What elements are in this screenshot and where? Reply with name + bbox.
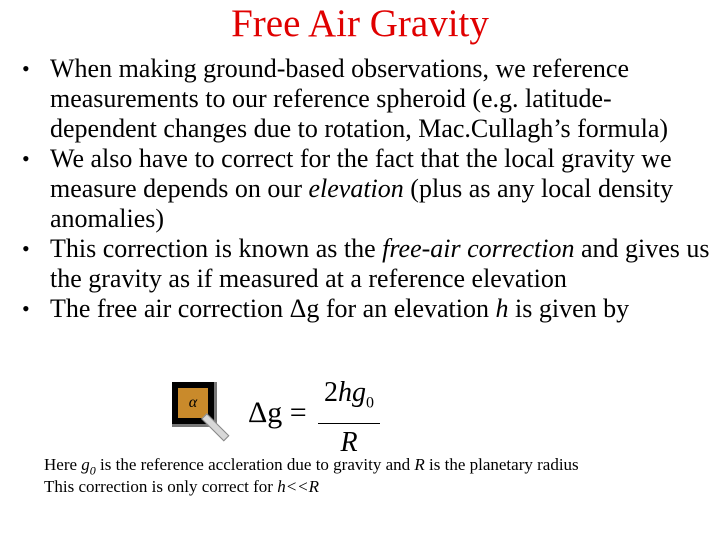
pencil-icon [201, 413, 229, 441]
bullet-dot-icon: • [22, 56, 30, 81]
alpha-glyph: α [178, 388, 208, 418]
note-line-1: Here $g_0$ is the reference accleration due to gravity and R is the planetary radius [44, 455, 579, 478]
bullet-item [22, 294, 717, 324]
formula-denominator: R [340, 427, 358, 459]
formula-fraction [318, 376, 380, 459]
bullet-dot-icon: • [22, 296, 30, 321]
bullet-item [22, 54, 717, 144]
bullet-item [22, 144, 717, 234]
bullet-text: (plus as any local density anomalies) [50, 174, 674, 233]
bullet-dot-icon: • [22, 236, 30, 261]
equation-editor-icon[interactable] [172, 382, 217, 427]
formula-numerator: $2hg_0$ [324, 377, 374, 412]
bullet-text: is given by [508, 294, 630, 323]
note-line-2: This correction is only correct for h<<R [44, 477, 320, 496]
bullet-text: and gives us the gravity as if measured at a reference elevation [50, 234, 710, 293]
bullet-list [22, 54, 717, 324]
formula-lhs: Δg = [248, 396, 307, 429]
bullet-text: We also have to correct for the fact that the local gravity we measure depends on our [50, 144, 672, 203]
slide-title: Free Air Gravity [231, 2, 489, 45]
elevation-variable: h [495, 294, 509, 323]
bullet-dot-icon: • [22, 146, 30, 171]
bullet-item [22, 234, 717, 294]
bullet-text: This correction is known as the [50, 234, 383, 263]
bullet-emphasis: elevation [308, 174, 404, 203]
bullet-emphasis: free-air correction [382, 234, 575, 263]
bullet-text: for an elevation [319, 294, 496, 323]
bullet-text: When making ground-based observations, we reference measurements to our reference spheroid (e.g. latitude-dependent changes due to rotation, Mac.Cullagh’s formula) [50, 54, 669, 143]
fraction-bar [318, 423, 380, 425]
delta-g-symbol: Δg [289, 294, 320, 323]
bullet-text: The free air correction [50, 294, 290, 323]
